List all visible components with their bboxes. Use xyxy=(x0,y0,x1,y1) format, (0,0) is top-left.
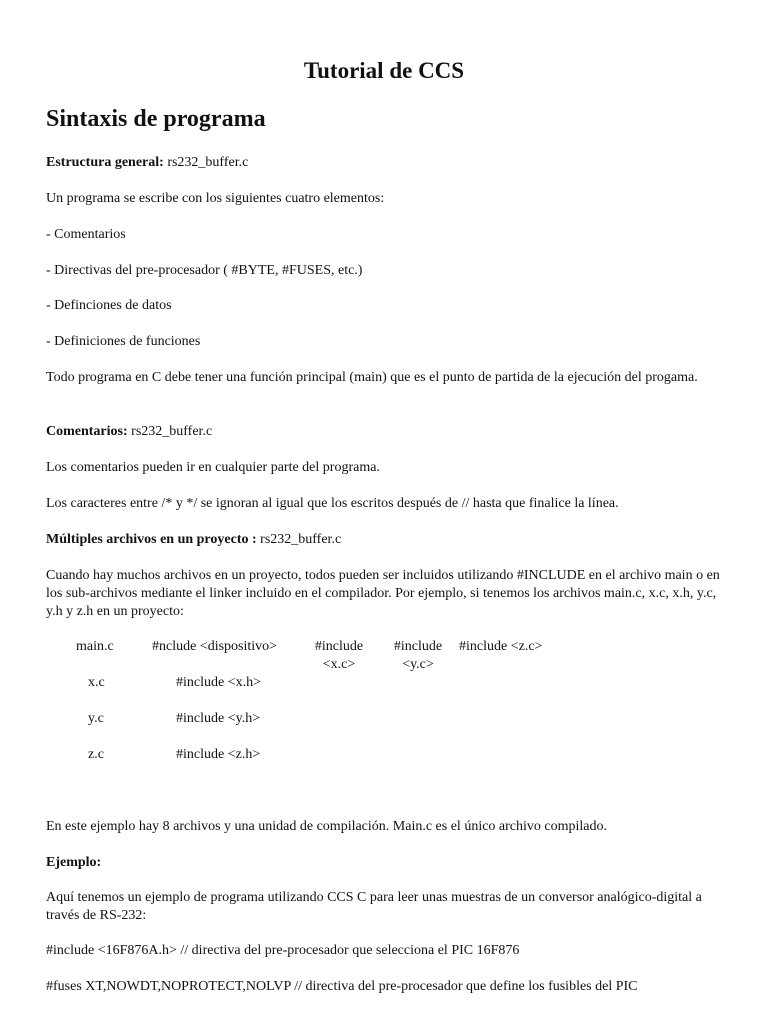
table-file-x: x.c xyxy=(88,675,105,690)
table-include-xc xyxy=(306,638,372,674)
element-item-datos: - Definciones de datos xyxy=(46,298,172,313)
table-file-main: main.c xyxy=(76,639,114,654)
estructura-line xyxy=(46,154,248,172)
multiples-file: rs232_buffer.c xyxy=(260,532,342,547)
code-line-include: #include <16F876A.h> // directiva del pre-procesador que selecciona el PIC 16F876 xyxy=(46,943,520,958)
table-include-yc-file: <y.c> xyxy=(402,657,434,672)
intro-paragraph: Un programa se escribe con los siguientes cuatro elementos: xyxy=(46,191,385,206)
element-item-directivas: - Directivas del pre-procesador ( #BYTE, #FUSES, etc.) xyxy=(46,263,363,278)
table-include-yh: #include <y.h> xyxy=(176,711,261,726)
comentarios-label: Comentarios: xyxy=(46,424,128,439)
table-include-dispositivo: #nclude <dispositivo> xyxy=(152,639,278,654)
ejemplo-heading xyxy=(46,854,101,872)
multiples-line xyxy=(46,531,341,549)
table-file-z: z.c xyxy=(88,747,104,762)
ejemplo-paragraph: Aquí tenemos un ejemplo de programa utilizando CCS C para leer unas muestras de un conversor analógico-digital a través de RS-232: xyxy=(46,890,702,923)
element-item-funciones: - Definiciones de funciones xyxy=(46,334,201,349)
table-include-xc-keyword: #include xyxy=(314,639,364,654)
comentarios-file: rs232_buffer.c xyxy=(131,424,213,439)
estructura-label: Estructura general: xyxy=(46,155,164,170)
multiples-label: Múltiples archivos en un proyecto : xyxy=(46,532,257,547)
main-paragraph: Todo programa en C debe tener una función principal (main) que es el punto de partida de la ejecución del progama. xyxy=(46,370,698,385)
comment-paragraph-2: Los caracteres entre /* y */ se ignoran al igual que los escritos después de // hasta que finalice la línea. xyxy=(46,496,619,511)
table-include-yc-keyword: #include xyxy=(393,639,443,654)
table-include-yc xyxy=(386,638,450,674)
ejemplo-label: Ejemplo: xyxy=(46,855,102,870)
example-note: En este ejemplo hay 8 archivos y una unidad de compilación. Main.c es el único archivo compilado. xyxy=(46,819,607,834)
table-file-y: y.c xyxy=(88,711,104,726)
estructura-file: rs232_buffer.c xyxy=(167,155,249,170)
code-line-fuses: #fuses XT,NOWDT,NOPROTECT,NOLVP // directiva del pre-procesador que define los fusibles del PIC xyxy=(46,979,638,994)
comentarios-line xyxy=(46,423,212,441)
table-include-xc-file: <x.c> xyxy=(322,657,356,672)
table-include-zc: #include <z.c> xyxy=(459,639,543,654)
table-include-zh: #include <z.h> xyxy=(176,747,261,762)
element-item-comentarios: - Comentarios xyxy=(46,227,126,242)
comment-paragraph-1: Los comentarios pueden ir en cualquier parte del programa. xyxy=(46,460,380,475)
table-include-xh: #include <x.h> xyxy=(176,675,261,690)
document-title: Tutorial de CCS xyxy=(303,58,465,83)
section-heading: Sintaxis de programa xyxy=(46,106,266,132)
multi-paragraph: Cuando hay muchos archivos en un proyecto, todos pueden ser incluidos utilizando #INCLUDE en el archivo main o en los sub-archivos mediante el linker incluido en el compilador. Por ejemplo, si tenemos los archivos main.c, x.c, x.h, y.c, y.h y z.h en un proyecto: xyxy=(46,568,720,619)
